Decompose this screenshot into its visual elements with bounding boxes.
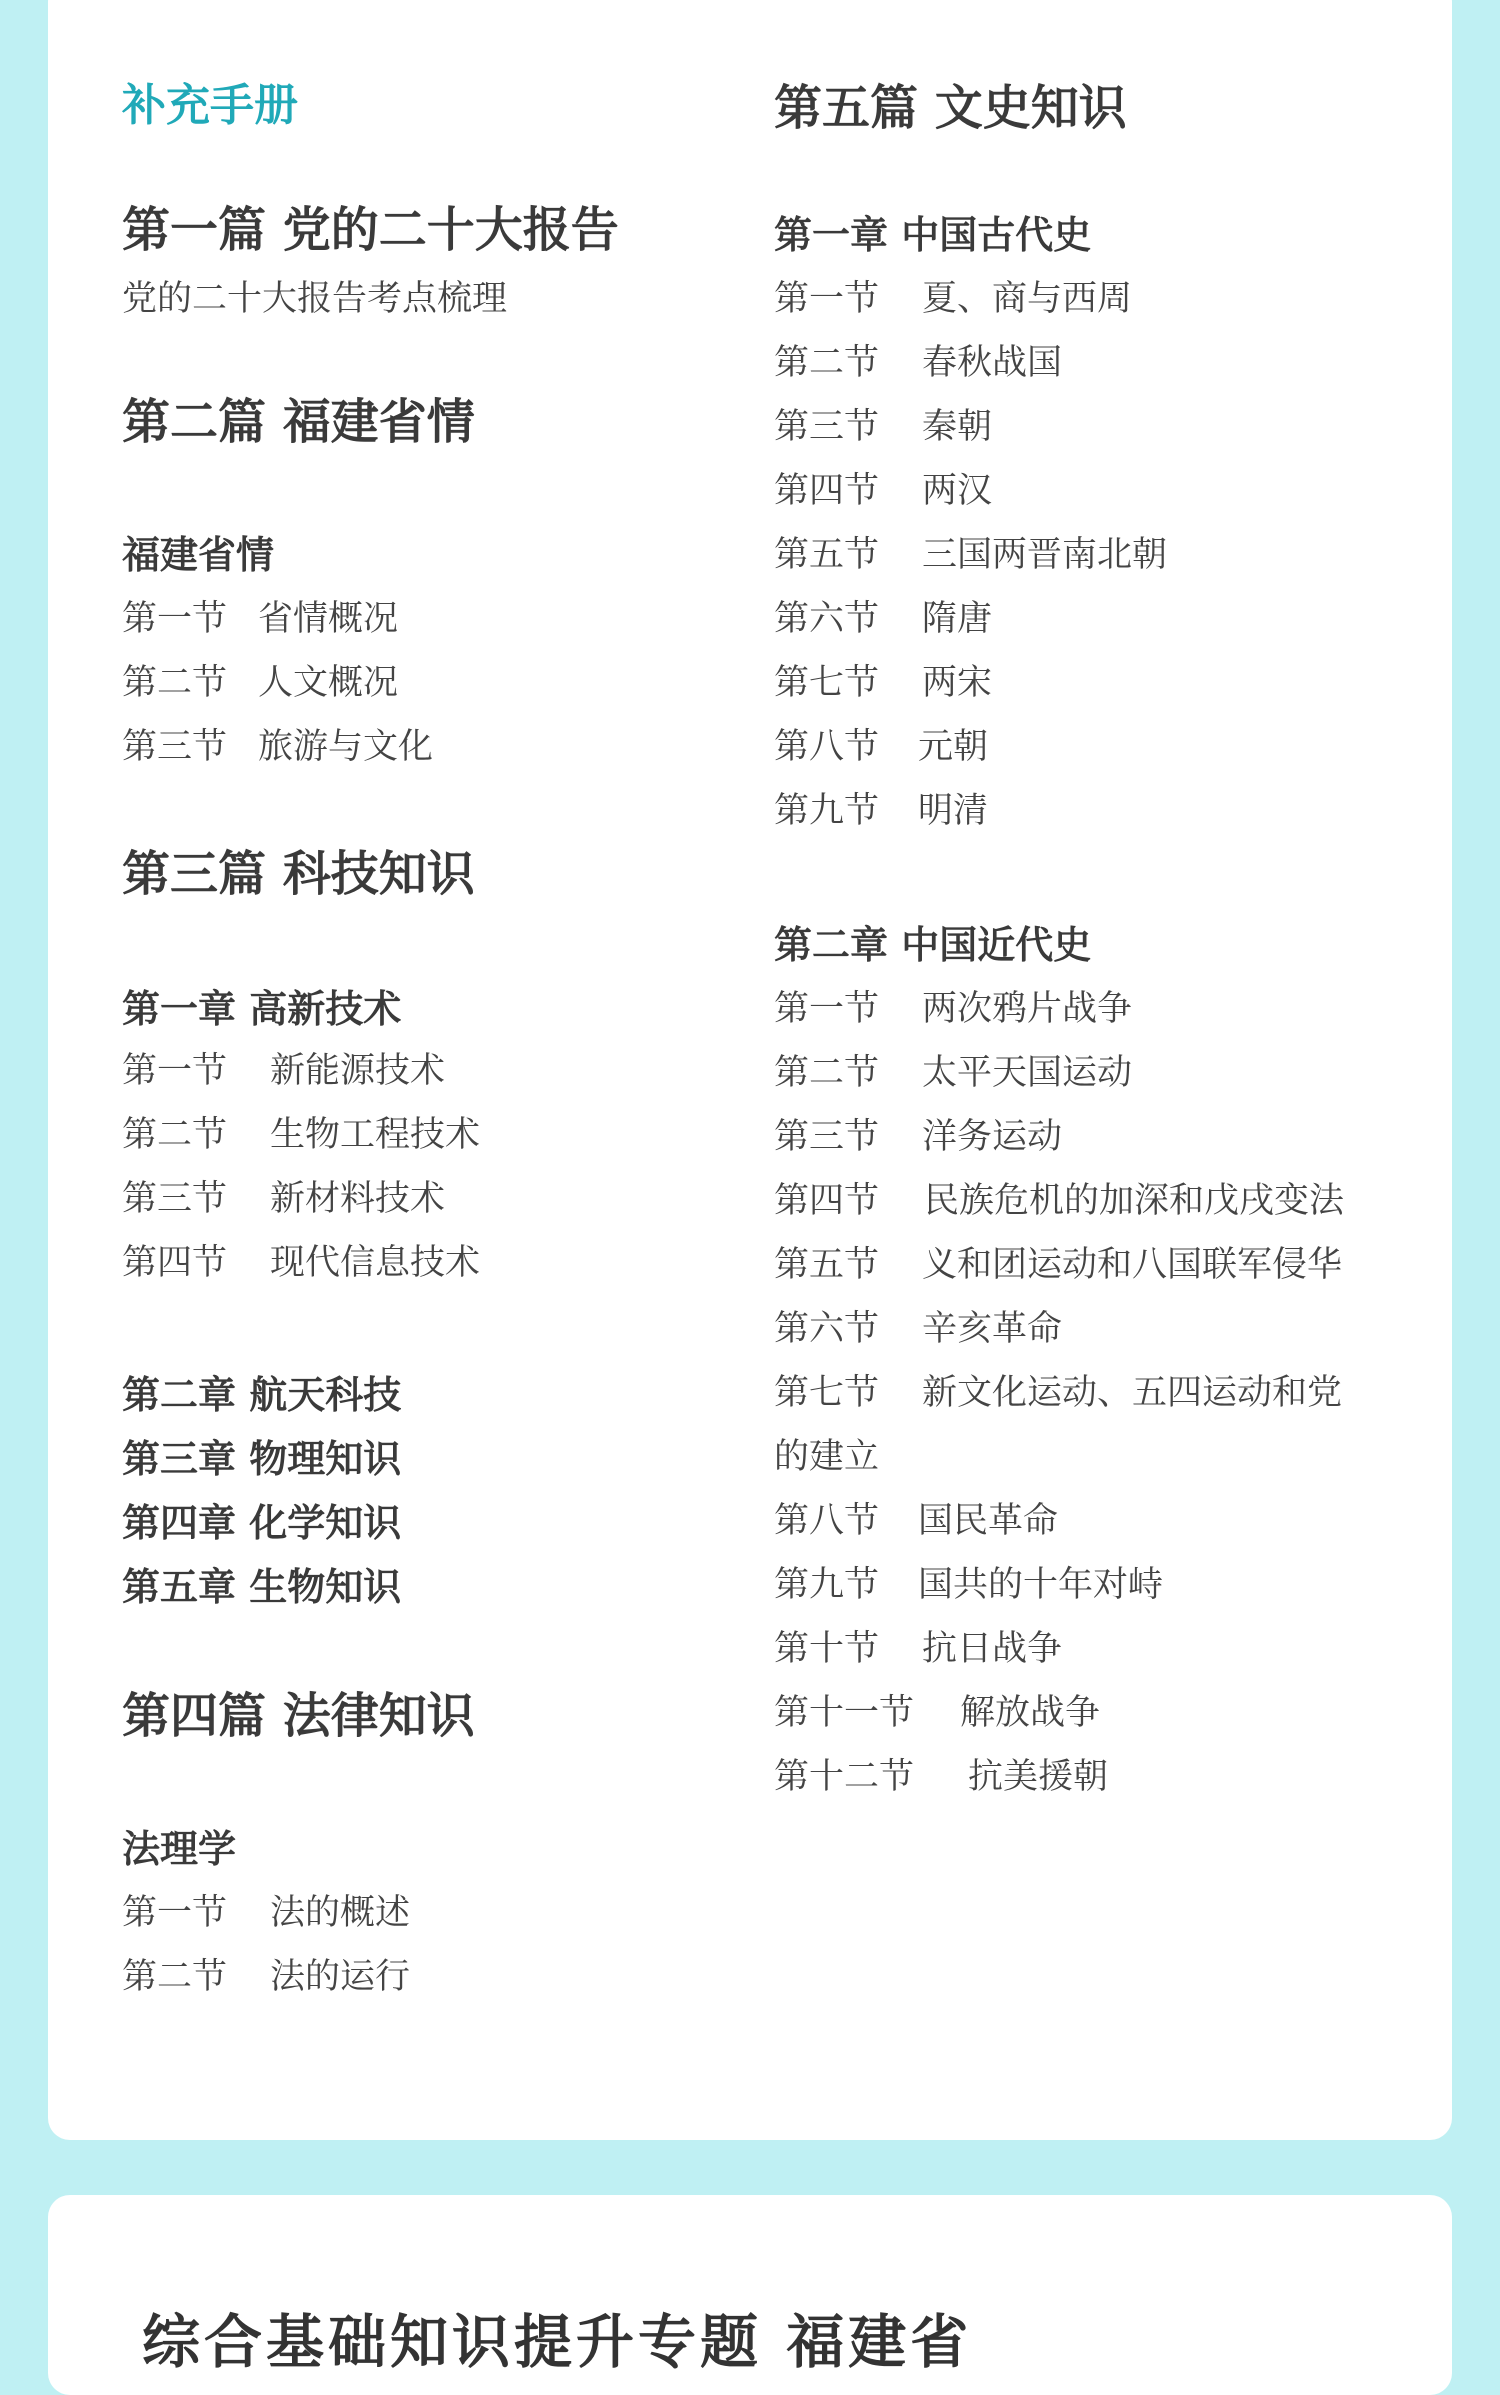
list-item: 第九节 国共的十年对峙	[774, 1565, 1164, 1605]
list-item: 第二节 人文概况	[122, 663, 399, 703]
list-item: 第四节 现代信息技术	[122, 1243, 481, 1283]
part4-title: 第四篇 法律知识	[122, 1688, 475, 1744]
part3-chapter3: 第三章 物理知识	[122, 1437, 402, 1481]
list-item: 第四节 民族危机的加深和戊戌变法	[774, 1181, 1345, 1221]
list-item: 第一节 新能源技术	[122, 1051, 446, 1091]
part3-title: 第三篇 科技知识	[122, 846, 475, 902]
list-item: 第三节 旅游与文化	[122, 727, 434, 767]
part2-title: 第二篇 福建省情	[122, 394, 475, 450]
part3-chapter5: 第五章 生物知识	[122, 1565, 402, 1609]
part1-line: 党的二十大报告考点梳理	[122, 279, 508, 319]
list-item: 第二节 春秋战国	[774, 343, 1063, 383]
part2-chapter: 福建省情	[122, 533, 275, 577]
part5-chapter1: 第一章 中国古代史	[774, 213, 1092, 257]
part3-chapter2: 第二章 航天科技	[122, 1373, 402, 1417]
list-item: 第十一节 解放战争	[774, 1693, 1101, 1733]
list-item: 第五节 三国两晋南北朝	[774, 535, 1168, 575]
list-item: 第二节 生物工程技术	[122, 1115, 481, 1155]
list-item: 第一节 两次鸦片战争	[774, 989, 1133, 1029]
list-item: 第八节 国民革命	[774, 1501, 1059, 1541]
list-item: 第三节 新材料技术	[122, 1179, 446, 1219]
part3-chapter1: 第一章 高新技术	[122, 987, 402, 1031]
list-item: 第三节 洋务运动	[774, 1117, 1063, 1157]
list-item: 第六节 辛亥革命	[774, 1309, 1063, 1349]
list-item: 第一节 夏、商与西周	[774, 279, 1133, 319]
list-item: 第九节 明清	[774, 791, 989, 831]
list-item: 第三节 秦朝	[774, 407, 993, 447]
next-card	[48, 2195, 1452, 2395]
part5-title: 第五篇 文史知识	[774, 80, 1127, 136]
list-item: 第四节 两汉	[774, 471, 993, 511]
list-item-continuation: 的建立	[774, 1437, 880, 1477]
list-item: 第五节 义和团运动和八国联军侵华	[774, 1245, 1343, 1285]
list-item: 第十二节 抗美援朝	[774, 1757, 1109, 1797]
part4-chapter: 法理学	[122, 1827, 237, 1871]
list-item: 第八节 元朝	[774, 727, 989, 767]
manual-title: 补充手册	[122, 80, 298, 131]
list-item: 第二节 法的运行	[122, 1957, 411, 1997]
list-item: 第七节 两宋	[774, 663, 993, 703]
list-item: 第一节 省情概况	[122, 599, 399, 639]
part1-title: 第一篇 党的二十大报告	[122, 202, 619, 258]
list-item: 第一节 法的概述	[122, 1893, 411, 1933]
list-item: 第六节 隋唐	[774, 599, 993, 639]
part5-chapter2: 第二章 中国近代史	[774, 923, 1092, 967]
list-item: 第七节 新文化运动、五四运动和党	[774, 1373, 1343, 1413]
part3-chapter4: 第四章 化学知识	[122, 1501, 402, 1545]
list-item: 第二节 太平天国运动	[774, 1053, 1133, 1093]
list-item: 第十节 抗日战争	[774, 1629, 1063, 1669]
next-card-title: 综合基础知识提升专题 福建省	[142, 2308, 973, 2376]
toc-card	[48, 0, 1452, 2140]
